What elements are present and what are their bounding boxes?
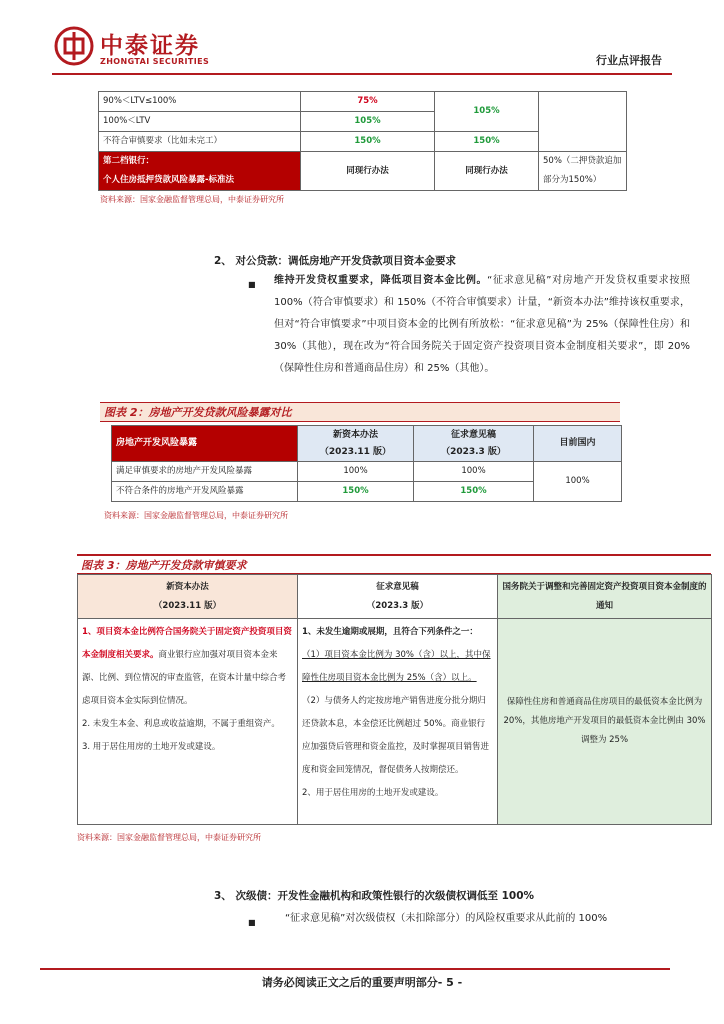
row-label: 不符合审慎要求（比如未完工）: [99, 132, 301, 152]
col2-header: 征求意见稿 （2023.3 版）: [298, 575, 498, 619]
col-draft-header: 征求意见稿 （2023.3 版）: [414, 426, 534, 462]
re-dev-exposure-table: [111, 425, 622, 502]
figure2-title: 图表 2：房地产开发贷款风险暴露对比: [100, 402, 620, 422]
row-label: 满足审慎要求的房地产开发风险暴露: [112, 462, 298, 482]
tier2-new: 同现行办法: [301, 152, 435, 191]
col-current-header: 目前国内: [534, 426, 622, 462]
zhongtai-logo-icon: [54, 26, 94, 66]
col-new-header: 新资本办法 （2023.11 版）: [298, 426, 414, 462]
section3-bullet-text: “征求意见稿”对次级债权（未扣除部分）的风险权重要求从此前的 100%: [285, 913, 608, 924]
page-header: [0, 0, 724, 76]
col1-header: 新资本办法 （2023.11 版）: [78, 575, 298, 619]
draft-value: 150%: [435, 132, 539, 152]
row-label: 100%＜LTV: [99, 112, 301, 132]
col2-cell: [298, 619, 498, 825]
table-row: [78, 619, 712, 825]
new-value: 100%: [298, 462, 414, 482]
col3-cell: 保障性住房和普通商品住房项目的最低资本金比例为 20%，其他房地产开发项目的最低资本金比例由 30%调整为 25%: [498, 619, 712, 825]
draft-value: 150%: [414, 482, 534, 502]
section2-bullet-text: “征求意见稿”对房地产开发贷权重要求按照 100%（符合审慎要求）和 150%（不符合审慎要求）计量，“新资本办法”维持该权重要求，但对“符合审慎要求”中项目资本金的比例有所放松：“征求意见稿”为 25%（保障性住房）和 30%（其他），现在改为“符合国务院关于固定资产投资项目资本金制度相关要求”，即 20%（保障性住房和普通商品住房）和 25%（其他）。: [274, 275, 690, 374]
table-header-row: [112, 426, 622, 462]
section2-heading: 2、 对公贷款：调低房地产开发贷款项目资本金要求: [214, 255, 456, 267]
new-value: 75%: [301, 92, 435, 112]
bullet-square-icon: ■: [248, 918, 256, 927]
col1-cell: [78, 619, 298, 825]
report-type: 行业点评报告: [596, 54, 662, 67]
current-value: [539, 92, 627, 152]
table-row: [99, 152, 627, 191]
ltv-risk-weight-table: [98, 91, 627, 191]
figure3-source: 资料来源：国家金融监督管理总局，中泰证券研究所: [77, 833, 261, 842]
col1-rest-text: 商业银行应加强对项目资本金来源、比例、到位情况的审查监管，在资本计量中综合考虑项目资本金实际到位情况。 2. 未发生本金、利息或收益逾期，不属于重组资产。 3. 用于居住用房的土地开发或建设。: [82, 650, 287, 752]
new-value: 150%: [298, 482, 414, 502]
new-value: 105%: [301, 112, 435, 132]
col2-rest-text: （2）与债务人约定按房地产销售进度分批分期归还贷款本息，本金偿还比例超过 50%。商业银行应加强贷后管理和资金监控，及时掌握项目销售进度和资金回笼情况，督促债务人按期偿还。 2、用于居住用房的土地开发或建设。: [302, 696, 490, 798]
table-row: [112, 462, 622, 482]
draft-value: 100%: [414, 462, 534, 482]
col2-underlined-text: （1）项目资本金比例为 30%（含）以上，其中保障性住房项目资本金比例为 25%（含）以上。: [302, 650, 491, 683]
company-name-cn: 中泰证券: [100, 33, 200, 59]
company-name-en: ZHONGTAI SECURITIES: [100, 57, 210, 66]
row-label: 90%＜LTV≤100%: [99, 92, 301, 112]
col2-bold-text: 1、未发生逾期或展期，且符合下列条件之一：: [302, 627, 478, 637]
table-header-row: [78, 575, 712, 619]
figure3-title: 图表 3：房地产开发贷款审慎要求: [77, 554, 711, 574]
col3-header: 国务院关于调整和完善固定资产投资项目资本金制度的通知: [498, 575, 712, 619]
draft-value: 105%: [435, 92, 539, 132]
figure2-source: 资料来源：国家金融监督管理总局，中泰证券研究所: [104, 511, 288, 520]
tier2-label: 第二档银行： 个人住房抵押贷款风险暴露-标准法: [99, 152, 301, 191]
new-value: 150%: [301, 132, 435, 152]
header-divider: [52, 73, 672, 75]
current-value: 100%: [534, 462, 622, 502]
col-label-header: 房地产开发风险暴露: [112, 426, 298, 462]
bullet-square-icon: ■: [248, 280, 256, 289]
col1-red-text: 1、项目资本金比例符合国务院关于固定资产投资项目资本金制度相关要求。: [82, 627, 292, 660]
row-label: 不符合条件的房地产开发风险暴露: [112, 482, 298, 502]
table-row: [99, 92, 627, 112]
tier2-current: 50%（二押贷款追加部分为150%）: [539, 152, 627, 191]
section2-bullet-bold: 维持开发贷权重要求，降低项目资本金比例。: [274, 275, 488, 286]
re-dev-prudential-table: [77, 574, 712, 825]
tier2-draft: 同现行办法: [435, 152, 539, 191]
footer-divider: [40, 968, 670, 970]
section3-heading: 3、 次级债：开发性金融机构和政策性银行的次级债权调低至 100%: [214, 890, 535, 902]
table1-source: 资料来源：国家金融监督管理总局，中泰证券研究所: [100, 195, 284, 204]
section2-paragraph: [274, 270, 690, 380]
footer-disclaimer: 请务必阅读正文之后的重要声明部分- 5 -: [261, 976, 463, 989]
